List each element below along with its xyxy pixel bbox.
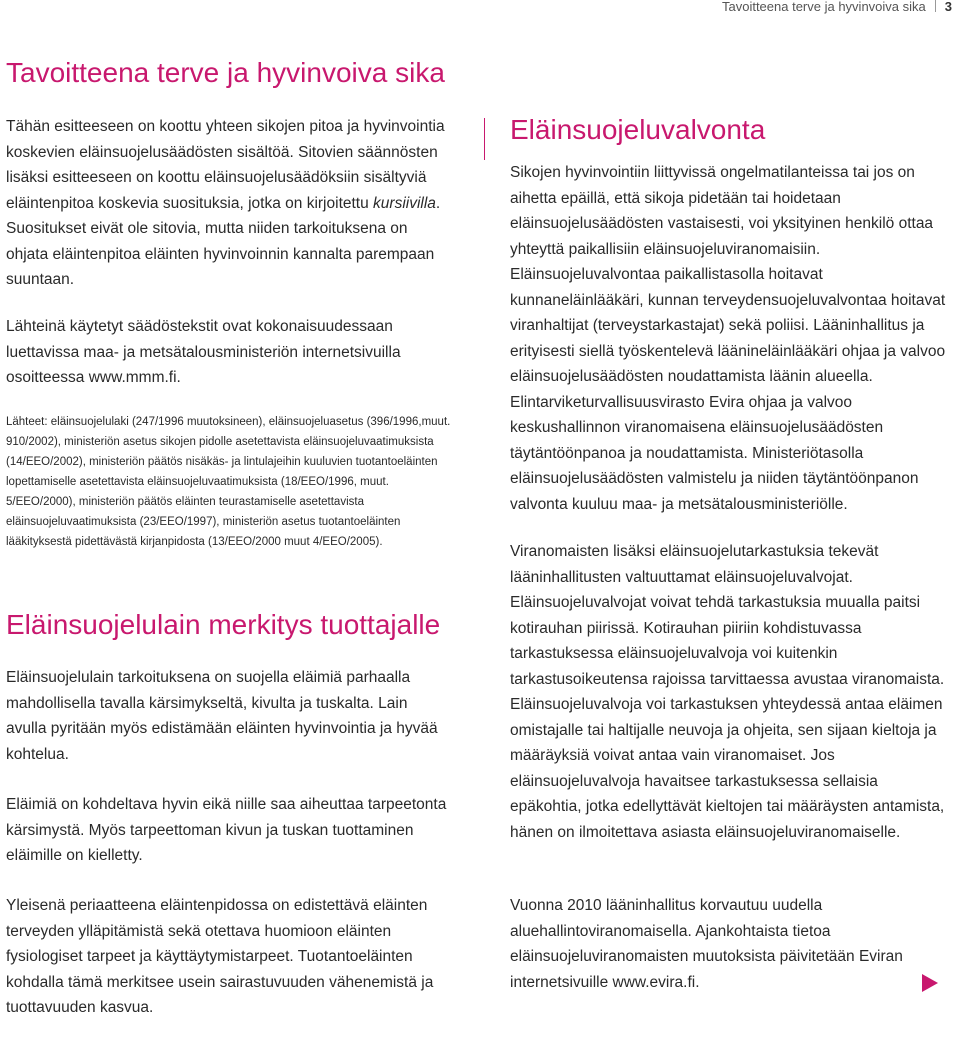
section-title-tavoitteena: Tavoitteena terve ja hyvinvoiva sika (6, 57, 445, 88)
running-title: Tavoitteena terve ja hyvinvoiva sika (721, 0, 926, 14)
sources-paragraph: Lähteinä käytetyt säädöstekstit ovat kokonaisuudessaan luettavissa maa- ja metsätalousministeriön internetsivuilla osoitteessa www.mmm.fi. (6, 318, 401, 386)
valvonta-paragraph-3: Vuonna 2010 lääninhallitus korvautuu uudella aluehallintoviranomaisella. Ajankohtaista tietoa eläinsuojeluviranomaisten muutoksista päivitetään Eviran internetsivuille www.evira.fi. (510, 897, 903, 991)
intro-text-part1: Tähän esitteeseen on koottu yhteen sikojen pitoa ja hyvinvointia koskevien eläinsuojelusäädösten sisältöä. Sitovien säännösten lisäksi esitteeseen on koottu eläinsuojelusäädöksiin sisältyviä eläintenpitoa koskevia suosituksia, jotka on kirjoitettu (6, 118, 445, 212)
header-separator (935, 0, 936, 12)
column-divider (484, 118, 485, 160)
merkitys-paragraph-2: Eläimiä on kohdeltava hyvin eikä niille saa aiheuttaa tarpeetonta kärsimystä. Myös tarpeettoman kivun ja tuskan tuottaminen eläimille on kielletty. (6, 796, 447, 864)
intro-paragraph (6, 114, 452, 293)
intro-text-part2: . Suositukset eivät ole sitovia, mutta niiden tarkoituksena on ohjata eläintenpitoa eläinten hyvinvoinnin kannalta parempaan suuntaan. (6, 194, 441, 288)
valvonta-paragraph-2: Viranomaisten lisäksi eläinsuojelutarkastuksia tekevät lääninhallitusten valtuuttamat eläinsuojeluvalvojat. Eläinsuojeluvalvojat voivat tehdä tarkastuksia muualla paitsi kotirauhan piirissä. Kotirauhan piiriin kohdistuvassa tarkastuksessa eläinsuojeluvalvoja voi kuitenkin tarkastusoikeutensa rajoissa tarvittaessa avustaa viranomaista. Eläinsuojeluvalvoja voi tarkastuksen yhteydessä antaa eläimen omistajalle tai haltijalle neuvoja ja ohjeita, sen sijaan kieltoja ja määräyksiä voivat antaa vain viranomaiset. Jos eläinsuojeluvalvoja havaitsee tarkastuksessa sellaisia epäkohtia, jotka edellyttävät kieltojen tai määräysten antamista, hänen on ilmoitettava asiasta eläinsuojeluviranomaiselle. (510, 543, 945, 841)
section-title-merkitys: Eläinsuojelulain merkitys tuottajalle (6, 609, 441, 640)
valvonta-paragraph-1: Sikojen hyvinvointiin liittyvissä ongelmatilanteissa tai jos on aihetta epäillä, että sikoja pidetään tai hoidetaan eläinsuojelusäädösten vastaisesti, voi yksityinen henkilö ottaa yhteyttä paikallisiin eläinsuojeluviranomaisiin. Eläinsuojeluvalvontaa paikallistasolla hoitavat kunnaneläinlääkäri, kunnan terveydensuojeluvalvontaa hoitavat viranhaltijat (terveystarkastajat) sekä poliisi. Lääninhallitus ja erityisesti siellä työskentelevä läänineläinlääkäri ohjaa ja valvoo eläinsuojelusäädösten noudattamista läänin alueella. Elintarviketurvallisuusvirasto Evira ohjaa ja valvoo keskushallinnon viranomaisena eläinsuojelusäädösten täytäntöönpanoa ja noudattamista. Ministeriötasolla eläinsuojelusäädösten valmistelu ja niiden täytäntöönpanon valvonta kuuluu maa- ja metsätalousministeriölle. (510, 164, 946, 513)
running-header (722, 0, 952, 14)
references-paragraph: Lähteet: eläinsuojelulaki (247/1996 muutoksineen), eläinsuojeluasetus (396/1996,muut. 910/2002), ministeriön asetus sikojen pidolle asetettavista eläinsuojeluvaatimuksista (14/EEO/2002), ministeriön päätös nisäkäs- ja lintulajeihin kuuluvien tuotantoeläinten lopettamiselle asetettavista eläinsuojeluvaatimuksista (18/EEO/1996, muut. 5/EEO/2000), ministeriön päätös eläinten teurastamiselle asetettavista eläinsuojeluvaatimuksista (23/EEO/1997), ministeriön asetus tuotantoeläinten lääkityksestä pidettävästä kirjanpidosta (13/EEO/2000 muut 4/EEO/2005). (6, 416, 451, 548)
intro-italic-word: kursiivilla (373, 194, 436, 212)
merkitys-paragraph-3: Yleisenä periaatteena eläintenpidossa on edistettävä eläinten terveyden ylläpitämistä sekä otettava huomioon eläinten fysiologiset tarpeet ja käyttäytymistarpeet. Tuotantoeläinten kohdalla tämä merkitsee usein sairastuvuuden vähenemistä ja tuottavuuden kasvua. (6, 897, 434, 1016)
page-number: 3 (944, 0, 952, 14)
play-arrow-icon (922, 974, 938, 992)
merkitys-paragraph-1: Eläinsuojelulain tarkoituksena on suojella eläimiä parhaalla mahdollisella tavalla kärsimykseltä, kivulta ja tuskalta. Lain avulla pyritään myös edistämään eläinten hyvinvointia ja hyvää kohtelua. (6, 669, 438, 763)
section-title-valvonta: Eläinsuojeluvalvonta (510, 114, 766, 145)
